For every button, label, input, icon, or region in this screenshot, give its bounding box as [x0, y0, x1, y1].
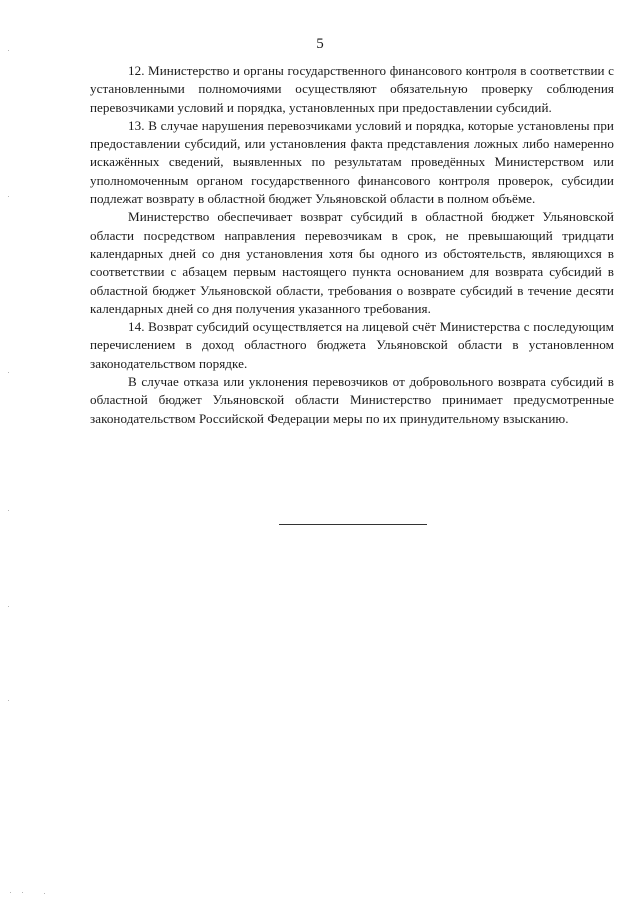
scan-mark — [8, 700, 9, 701]
paragraph-clause-13: 13. В случае нарушения перевозчиками условий и порядка, которые установлены при предоставлении субсидий, или установления факта представления ложных либо намеренно искажённых сведений, выявленных по результатам проведённых Министерством или уполномоченным органом государственного финансового контроля проверок, субсидии подлежат возврату в областной бюджет Ульяновской области в полном объёме. — [90, 117, 614, 207]
scan-mark — [8, 196, 9, 197]
scan-mark — [22, 892, 23, 893]
paragraph-clause-13-refund: Министерство обеспечивает возврат субсидий в областной бюджет Ульяновской области посредством направления перевозчикам в срок, не превышающий тридцати календарных дней со дня установления хотя бы одного из обстоятельств, являющихся в соответствии с абзацем первым настоящего пункта основанием для возврата субсидий в областной бюджет Ульяновской области, требования о возврате субсидий в течение десяти календарных дней со дня получения указанного требования. — [90, 209, 614, 316]
scan-mark — [10, 892, 11, 893]
scan-mark — [8, 50, 9, 51]
scan-mark — [8, 510, 9, 511]
paragraph-clause-12: 12. Министерство и органы государственного финансового контроля в соответствии с установленными полномочиями осуществляют обязательную проверку соблюдения перевозчиками условий и порядка, установленных при предоставлении субсидий. — [90, 63, 614, 115]
scan-mark — [8, 606, 9, 607]
end-separator-line — [279, 524, 427, 525]
scan-mark — [8, 372, 9, 373]
page-number: 5 — [316, 36, 324, 52]
document-body — [90, 62, 614, 428]
scan-mark — [44, 893, 45, 894]
paragraph-clause-14: 14. Возврат субсидий осуществляется на лицевой счёт Министерства с последующим перечислением в доход областного бюджета Ульяновской области в установленном законодательством порядке. — [90, 319, 614, 371]
paragraph-clause-14-enforcement: В случае отказа или уклонения перевозчиков от добровольного возврата субсидий в областной бюджет Ульяновской области Министерство принимает предусмотренные законодательством Российской Федерации меры по их принудительному взысканию. — [90, 374, 614, 426]
